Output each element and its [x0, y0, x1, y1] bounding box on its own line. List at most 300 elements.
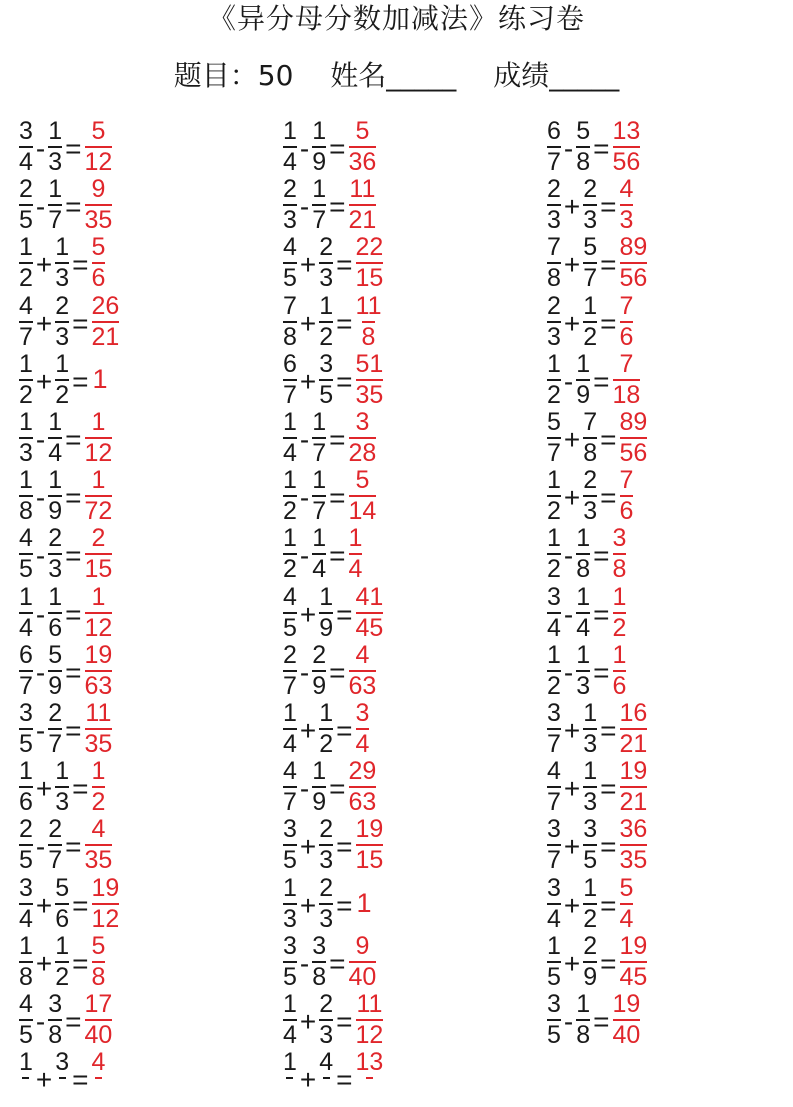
- numerator: 1: [312, 466, 327, 495]
- numerator: 13: [355, 1048, 384, 1077]
- denominator: 3: [55, 264, 70, 293]
- answer: [92, 1049, 106, 1107]
- plus-sign: +: [299, 307, 317, 339]
- denominator: 7: [547, 730, 561, 758]
- equals-sign: =: [600, 307, 617, 339]
- math-problem: [546, 816, 648, 874]
- minus-sign: -: [563, 133, 574, 164]
- denominator: 7: [547, 788, 561, 817]
- equals-sign: =: [72, 249, 89, 281]
- numerator: 22: [355, 233, 384, 262]
- denominator: 3: [583, 730, 598, 758]
- denominator: 8: [576, 148, 591, 176]
- numerator: 1: [48, 175, 63, 204]
- plus-sign: +: [299, 1006, 317, 1037]
- first-fraction: [283, 875, 297, 933]
- second-fraction: [319, 875, 333, 933]
- answer: [85, 700, 113, 758]
- denominator: [59, 1077, 66, 1107]
- math-problem: [18, 816, 113, 874]
- denominator: 35: [619, 846, 648, 875]
- first-fraction: [547, 642, 561, 700]
- first-fraction: [283, 293, 297, 351]
- math-problem: [546, 176, 634, 234]
- plus-sign: +: [563, 715, 581, 746]
- equals-sign: =: [329, 656, 346, 688]
- denominator: 6: [48, 613, 63, 642]
- first-fraction: [547, 118, 561, 176]
- second-fraction: [583, 700, 597, 758]
- first-fraction: [283, 118, 297, 176]
- second-fraction: [319, 700, 333, 758]
- first-fraction: [283, 176, 297, 234]
- second-fraction: [55, 875, 69, 933]
- denominator: [22, 1077, 29, 1107]
- plus-sign: +: [299, 598, 317, 630]
- denominator: 9: [48, 671, 63, 700]
- numerator: 5: [583, 233, 598, 262]
- first-fraction: [547, 584, 561, 642]
- second-fraction: [319, 293, 333, 351]
- equals-sign: =: [65, 1006, 82, 1037]
- name-field: 姓名_____: [330, 59, 457, 92]
- plus-sign: +: [35, 365, 53, 397]
- numerator: 1: [19, 233, 33, 262]
- first-fraction: [283, 758, 297, 816]
- numerator: 1: [583, 757, 598, 786]
- numerator: 29: [348, 757, 377, 786]
- denominator: 2: [319, 730, 334, 758]
- denominator: 4: [547, 613, 561, 642]
- denominator: 45: [355, 613, 384, 642]
- numerator: 3: [19, 873, 33, 902]
- numerator: 89: [619, 408, 648, 436]
- numerator: 1: [19, 466, 33, 495]
- denominator: 3: [283, 206, 297, 235]
- first-fraction: [283, 234, 297, 292]
- equals-sign: =: [72, 889, 89, 921]
- math-problem: [18, 176, 113, 234]
- second-fraction: [576, 642, 590, 700]
- answer: [613, 642, 627, 700]
- numerator: 1: [48, 582, 63, 611]
- math-problem: [18, 1049, 106, 1107]
- second-fraction: [319, 1049, 333, 1107]
- denominator: 2: [19, 380, 33, 409]
- second-fraction: [583, 758, 597, 816]
- answer: [92, 758, 106, 816]
- math-problem: [18, 409, 113, 467]
- numerator: 1: [19, 757, 33, 786]
- answer: [620, 234, 648, 292]
- denominator: 3: [55, 322, 70, 351]
- second-fraction: [55, 758, 69, 816]
- equals-sign: =: [336, 365, 353, 397]
- numerator: 3: [547, 582, 561, 611]
- denominator: 2: [547, 555, 561, 584]
- minus-sign: -: [299, 482, 310, 514]
- denominator: 3: [583, 497, 598, 526]
- math-problem: [282, 991, 384, 1049]
- equals-sign: =: [329, 773, 346, 805]
- numerator: 1: [576, 349, 591, 378]
- denominator: 40: [84, 1021, 113, 1049]
- first-fraction: [19, 176, 33, 234]
- equals-sign: =: [72, 307, 89, 339]
- answer: [620, 293, 634, 351]
- numerator: 3: [547, 990, 561, 1018]
- denominator: 6: [91, 264, 106, 293]
- first-fraction: [547, 293, 561, 351]
- denominator: 2: [91, 788, 106, 817]
- numerator: 4: [283, 582, 297, 611]
- plus-sign: +: [563, 482, 581, 514]
- first-fraction: [547, 816, 561, 874]
- answer: 1: [92, 364, 108, 395]
- numerator: 5: [355, 117, 370, 145]
- math-problem: [546, 642, 627, 700]
- numerator: 2: [55, 291, 70, 320]
- second-fraction: [312, 525, 326, 583]
- numerator: 7: [619, 466, 634, 495]
- equals-sign: =: [336, 831, 353, 863]
- equals-sign: =: [336, 598, 353, 630]
- equals-sign: =: [65, 191, 82, 223]
- denominator: 2: [547, 380, 561, 409]
- equals-sign: =: [593, 656, 610, 688]
- question-count: 题目：50: [173, 59, 294, 92]
- numerator: 4: [355, 640, 370, 669]
- denominator: 7: [312, 206, 327, 235]
- plus-sign: +: [299, 831, 317, 863]
- denominator: 3: [319, 846, 334, 875]
- equals-sign: =: [600, 191, 617, 223]
- numerator: 3: [19, 699, 33, 727]
- second-fraction: [583, 176, 597, 234]
- denominator: 3: [283, 904, 297, 933]
- denominator: 12: [355, 1021, 384, 1049]
- plus-sign: +: [563, 307, 581, 339]
- denominator: 3: [319, 904, 334, 933]
- plus-sign: +: [35, 1064, 53, 1096]
- denominator: 3: [583, 788, 598, 817]
- equals-sign: =: [65, 831, 82, 863]
- answer: [356, 991, 384, 1049]
- denominator: 4: [576, 613, 591, 642]
- equals-sign: =: [600, 424, 617, 455]
- denominator: 2: [55, 380, 70, 409]
- denominator: 56: [619, 439, 648, 467]
- numerator: 1: [583, 291, 598, 320]
- numerator: 1: [612, 640, 627, 669]
- first-fraction: [19, 991, 33, 1049]
- numerator: 1: [48, 408, 63, 436]
- numerator: 1: [319, 291, 334, 320]
- math-problem: [546, 991, 641, 1049]
- numerator: 3: [547, 873, 561, 902]
- denominator: 3: [319, 264, 334, 293]
- denominator: 8: [312, 962, 327, 991]
- equals-sign: =: [336, 307, 353, 339]
- denominator: 4: [19, 904, 33, 933]
- numerator: 2: [547, 175, 561, 204]
- minus-sign: -: [563, 656, 574, 688]
- numerator: 2: [91, 524, 106, 553]
- numerator: 7: [619, 291, 634, 320]
- math-problem: [282, 933, 377, 991]
- plus-sign: +: [563, 191, 581, 223]
- first-fraction: [283, 933, 297, 991]
- numerator: 7: [583, 408, 598, 436]
- denominator: 40: [348, 962, 377, 991]
- denominator: 8: [576, 555, 591, 584]
- numerator: 1: [283, 408, 297, 436]
- answer: [85, 409, 113, 467]
- denominator: 12: [84, 148, 113, 176]
- answer: [85, 467, 113, 525]
- numerator: 19: [619, 757, 648, 786]
- answer: [613, 525, 627, 583]
- answer: [85, 816, 113, 874]
- denominator: 9: [312, 671, 327, 700]
- numerator: 1: [612, 582, 627, 611]
- math-problem: [18, 525, 113, 583]
- answer: [85, 118, 113, 176]
- denominator: 9: [576, 380, 591, 409]
- equals-sign: =: [72, 365, 89, 397]
- denominator: 5: [283, 846, 297, 875]
- denominator: 5: [19, 1021, 33, 1049]
- numerator: 1: [19, 1048, 33, 1077]
- denominator: 2: [547, 671, 561, 700]
- numerator: 7: [619, 349, 634, 378]
- first-fraction: [283, 642, 297, 700]
- equals-sign: =: [336, 1064, 353, 1096]
- equals-sign: =: [600, 249, 617, 281]
- numerator: 5: [619, 873, 634, 902]
- answer: [85, 525, 113, 583]
- minus-sign: -: [35, 424, 46, 455]
- equals-sign: =: [336, 715, 353, 746]
- math-problem: [282, 875, 372, 933]
- first-fraction: [19, 118, 33, 176]
- equals-sign: =: [65, 715, 82, 746]
- denominator: 3: [48, 148, 63, 176]
- numerator: 3: [55, 1048, 70, 1077]
- numerator: 1: [283, 873, 297, 902]
- denominator: 5: [19, 846, 33, 875]
- equals-sign: =: [65, 656, 82, 688]
- denominator: 4: [19, 613, 33, 642]
- denominator: 6: [619, 497, 634, 526]
- numerator: 3: [48, 990, 63, 1018]
- first-fraction: [19, 525, 33, 583]
- denominator: 12: [84, 439, 113, 467]
- first-fraction: [283, 584, 297, 642]
- denominator: 15: [355, 264, 384, 293]
- numerator: 1: [91, 757, 106, 786]
- second-fraction: [576, 118, 590, 176]
- denominator: 12: [91, 904, 120, 933]
- numerator: 5: [91, 117, 106, 145]
- second-fraction: [319, 991, 333, 1049]
- numerator: 5: [547, 408, 561, 436]
- equals-sign: =: [600, 831, 617, 863]
- math-problem: [18, 700, 113, 758]
- minus-sign: -: [35, 1006, 46, 1037]
- numerator: 4: [283, 233, 297, 262]
- plus-sign: +: [299, 1064, 317, 1096]
- answer: [92, 234, 106, 292]
- denominator: 9: [583, 962, 598, 991]
- math-problem: [282, 816, 384, 874]
- numerator: 3: [19, 117, 33, 145]
- denominator: 8: [583, 439, 598, 467]
- denominator: 7: [48, 846, 63, 875]
- numerator: 5: [91, 233, 106, 262]
- numerator: 1: [19, 931, 33, 960]
- denominator: 7: [547, 439, 561, 467]
- first-fraction: [19, 409, 33, 467]
- numerator: 1: [91, 408, 106, 436]
- numerator: 2: [283, 175, 297, 204]
- math-problem: [282, 176, 377, 234]
- math-problem: [18, 234, 106, 292]
- numerator: 3: [583, 815, 598, 844]
- math-problem: [546, 700, 648, 758]
- equals-sign: =: [65, 133, 82, 164]
- numerator: 4: [19, 524, 33, 553]
- numerator: 4: [283, 757, 297, 786]
- answer: [356, 700, 370, 758]
- denominator: 5: [19, 206, 33, 235]
- answer: [85, 642, 113, 700]
- denominator: 4: [283, 1021, 297, 1049]
- minus-sign: -: [299, 947, 310, 979]
- numerator: 19: [612, 990, 641, 1018]
- denominator: 5: [19, 730, 33, 758]
- answer: [85, 176, 113, 234]
- answer: [620, 176, 634, 234]
- answer: [92, 933, 106, 991]
- numerator: 1: [547, 466, 561, 495]
- denominator: 5: [583, 846, 598, 875]
- answer: [349, 525, 363, 583]
- numerator: 1: [55, 349, 70, 378]
- minus-sign: -: [299, 424, 310, 455]
- numerator: 1: [91, 582, 106, 611]
- second-fraction: [48, 409, 62, 467]
- denominator: 18: [612, 380, 641, 409]
- denominator: 21: [348, 206, 377, 235]
- math-problem: [546, 293, 634, 351]
- denominator: 56: [612, 148, 641, 176]
- denominator: 5: [547, 1021, 561, 1049]
- answer: [356, 293, 382, 351]
- numerator: 3: [355, 699, 370, 727]
- plus-sign: +: [35, 947, 53, 979]
- denominator: 7: [312, 497, 327, 526]
- equals-sign: =: [593, 365, 610, 397]
- second-fraction: [583, 234, 597, 292]
- numerator: 1: [319, 582, 334, 611]
- math-problem: [546, 875, 634, 933]
- second-fraction: [583, 816, 597, 874]
- numerator: 17: [84, 990, 113, 1018]
- denominator: 72: [84, 497, 113, 526]
- plus-sign: +: [299, 889, 317, 921]
- equals-sign: =: [329, 133, 346, 164]
- numerator: 2: [19, 815, 33, 844]
- second-fraction: [55, 1049, 69, 1107]
- numerator: 2: [583, 466, 598, 495]
- second-fraction: [48, 525, 62, 583]
- math-problem: [546, 584, 627, 642]
- numerator: 6: [19, 640, 33, 669]
- answer: [620, 816, 648, 874]
- numerator: 3: [355, 408, 370, 436]
- denominator: [366, 1077, 373, 1107]
- second-fraction: [583, 409, 597, 467]
- plus-sign: +: [563, 831, 581, 863]
- plus-sign: +: [563, 249, 581, 281]
- denominator: 63: [84, 671, 113, 700]
- plus-sign: +: [563, 889, 581, 921]
- math-problem: [546, 351, 641, 409]
- denominator: 3: [48, 555, 63, 584]
- worksheet-title: 《异分母分数加减法》练习卷: [207, 2, 585, 35]
- equals-sign: =: [72, 947, 89, 979]
- denominator: 2: [612, 613, 627, 642]
- equals-sign: =: [600, 889, 617, 921]
- first-fraction: [19, 758, 33, 816]
- numerator: 2: [48, 815, 63, 844]
- second-fraction: [55, 351, 69, 409]
- second-fraction: [312, 758, 326, 816]
- numerator: 19: [91, 873, 120, 902]
- denominator: 21: [619, 788, 648, 817]
- denominator: 2: [283, 497, 297, 526]
- numerator: 11: [355, 291, 382, 320]
- numerator: 1: [547, 349, 561, 378]
- second-fraction: [583, 293, 597, 351]
- second-fraction: [48, 467, 62, 525]
- numerator: 1: [55, 757, 70, 786]
- denominator: 9: [312, 148, 327, 176]
- numerator: 1: [583, 699, 598, 727]
- numerator: 1: [319, 699, 334, 727]
- denominator: 4: [283, 439, 297, 467]
- numerator: 1: [576, 524, 591, 553]
- first-fraction: [19, 1049, 33, 1107]
- first-fraction: [547, 351, 561, 409]
- equals-sign: =: [72, 773, 89, 805]
- denominator: 4: [355, 730, 370, 758]
- math-problem: [282, 351, 384, 409]
- numerator: 41: [355, 582, 384, 611]
- denominator: 2: [547, 497, 561, 526]
- equals-sign: =: [593, 598, 610, 630]
- minus-sign: -: [563, 540, 574, 572]
- second-fraction: [55, 234, 69, 292]
- second-fraction: [48, 991, 62, 1049]
- math-problem: [546, 234, 648, 292]
- numerator: 4: [319, 1048, 334, 1077]
- numerator: 2: [312, 640, 327, 669]
- numerator: 2: [583, 175, 598, 204]
- denominator: 6: [19, 788, 33, 817]
- second-fraction: [55, 933, 69, 991]
